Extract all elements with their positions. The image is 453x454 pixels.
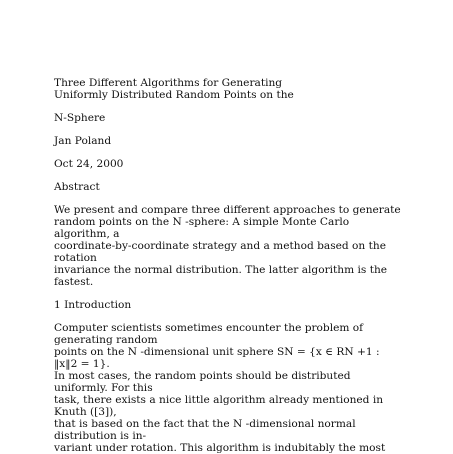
- spacer: [54, 147, 404, 158]
- author-name: Jan Poland: [54, 135, 112, 147]
- intro-line: variant under rotation. This algorithm is indubitably the most: [54, 442, 386, 454]
- paper-date: Oct 24, 2000: [54, 158, 124, 170]
- document-body: [54, 77, 404, 454]
- intro-line: ‖x‖2 = 1}.: [54, 358, 110, 370]
- abstract-line: coordinate-by-coordinate strategy and a method based on the: [54, 240, 386, 252]
- intro-line: task, there exists a nice little algorithm already mentioned in: [54, 394, 384, 406]
- abstract-line: algorithm, a: [54, 228, 120, 240]
- paper-title-line: Uniformly Distributed Random Points on the: [54, 89, 294, 101]
- abstract-line: invariance the normal distribution. The latter algorithm is the: [54, 264, 388, 276]
- intro-line: generating random: [54, 334, 158, 346]
- intro-line: points on the N -dimensional unit sphere SN = {x ∈ RN +1 :: [54, 346, 380, 358]
- intro-line: Computer scientists sometimes encounter the problem of: [54, 322, 364, 334]
- spacer: [54, 311, 404, 322]
- spacer: [54, 288, 404, 299]
- intro-line: distribution is in-: [54, 430, 147, 442]
- spacer: [54, 124, 404, 135]
- paper-title-line: Three Different Algorithms for Generating: [54, 77, 283, 89]
- spacer: [54, 101, 404, 112]
- abstract-text: [54, 204, 404, 288]
- intro-line: uniformly. For this: [54, 382, 153, 394]
- introduction-text: [54, 322, 404, 454]
- paper-title: [54, 77, 404, 101]
- intro-line: that is based on the fact that the N -dimensional normal: [54, 418, 356, 430]
- paper-title-continuation: N-Sphere: [54, 112, 106, 124]
- spacer: [54, 170, 404, 181]
- section-heading: 1 Introduction: [54, 299, 132, 311]
- spacer: [54, 193, 404, 204]
- abstract-line: fastest.: [54, 276, 94, 288]
- abstract-line: We present and compare three different approaches to generate: [54, 204, 401, 216]
- intro-line: In most cases, the random points should be distributed: [54, 370, 351, 382]
- abstract-line: rotation: [54, 252, 97, 264]
- abstract-heading: Abstract: [54, 181, 100, 193]
- intro-line: Knuth ([3]),: [54, 406, 117, 418]
- abstract-line: random points on the N -sphere: A simple Monte Carlo: [54, 216, 350, 228]
